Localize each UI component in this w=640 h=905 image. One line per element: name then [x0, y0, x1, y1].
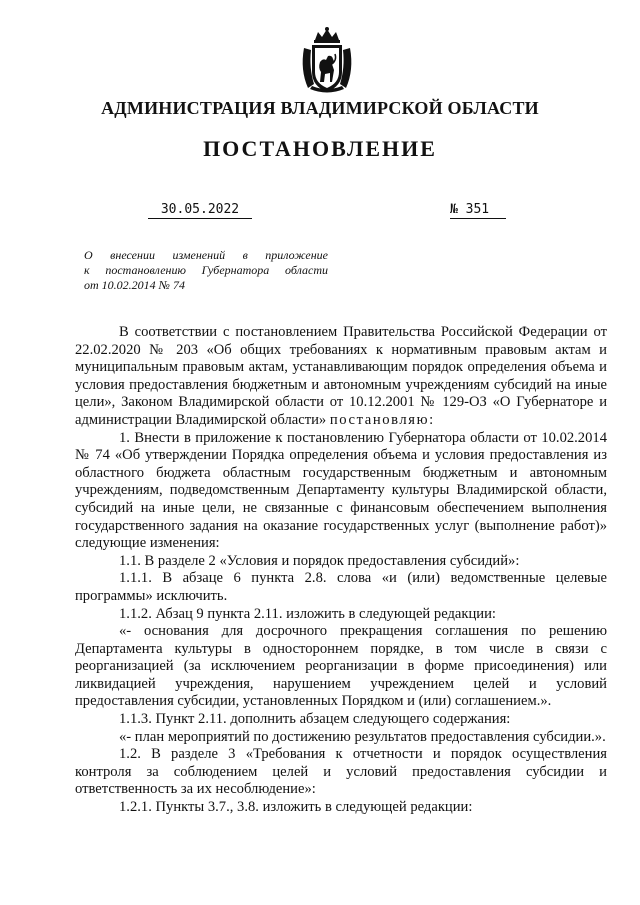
document-date: 30.05.2022 — [148, 202, 252, 219]
clause-1-1-2-text: «- основания для досрочного прекращения соглашения по решению Департамента культуры в одностороннем порядке, в том числе в связи с реорганизацией (за исключением реорганизации в форме присоединения) или ликвидацией учреждения, нарушением учреждением целей и условий предоставления субсидии, установленных Порядком и (или) соглашением.». — [75, 623, 607, 710]
preamble-text: В соответствии с постановлением Правительства Российской Федерации от 22.02.2020 № 203 «Об общих требованиях к нормативным правовым актам и муниципальным правовым актам, устанавливающим порядок определения объема и условия предоставления бюджетным и автономным учреждениям субсидий на иные цели», Законом Владимирской области от 10.12.2001 № 129-ОЗ «О Губернаторе и администрации Владимирской области» — [75, 324, 607, 428]
clause-1-1-3: 1.1.3. Пункт 2.11. дополнить абзацем следующего содержания: — [119, 711, 511, 728]
document-subject — [84, 248, 328, 293]
clause-1-1-2: 1.1.2. Абзац 9 пункта 2.11. изложить в следующей редакции: — [119, 605, 496, 622]
subject-line: О внесении изменений в приложение — [84, 248, 328, 262]
document-body — [75, 324, 607, 817]
clause-1-1: 1.1. В разделе 2 «Условия и порядок предоставления субсидий»: — [119, 552, 520, 569]
subject-line: от 10.02.2014 № 74 — [84, 278, 185, 292]
document-number: № 351 — [450, 202, 506, 219]
subject-line: к постановлению Губернатора области — [84, 263, 328, 277]
clause-1-1-1: 1.1.1. В абзаце 6 пункта 2.8. слова «и (или) ведомственные целевые программы» исключить. — [75, 570, 607, 604]
document-type: ПОСТАНОВЛЕНИЕ — [203, 136, 437, 161]
clause-1-2-1: 1.2.1. Пункты 3.7., 3.8. изложить в следующей редакции: — [119, 799, 473, 816]
organization-name: АДМИНИСТРАЦИЯ ВЛАДИМИРСКОЙ ОБЛАСТИ — [101, 98, 539, 118]
clause-1-2: 1.2. В разделе 3 «Требования к отчетности и порядок осуществления контроля за соблюдением целей и условий предоставления субсидии и ответственность за их несоблюдение»: — [75, 746, 607, 798]
clause-1: 1. Внести в приложение к постановлению Губернатора области от 10.02.2014 № 74 «Об утверждении Порядка определения объема и условия предоставления из областного бюджета областным государственным бюджетным и автономным учреждениям, подведомственным Департаменту культуры Владимирской области, субсидий на иные цели, не связанные с финансовым обеспечением выполнения государственного задания на оказание государственных услуг (выполнение работ)» следующие изменения: — [75, 429, 607, 552]
clause-1-1-3-text: «- план мероприятий по достижению результатов предоставления субсидии.». — [119, 728, 606, 745]
coat-of-arms-icon — [298, 26, 356, 96]
preamble-paragraph — [75, 324, 607, 430]
preamble-verb: постановляю: — [329, 411, 435, 428]
